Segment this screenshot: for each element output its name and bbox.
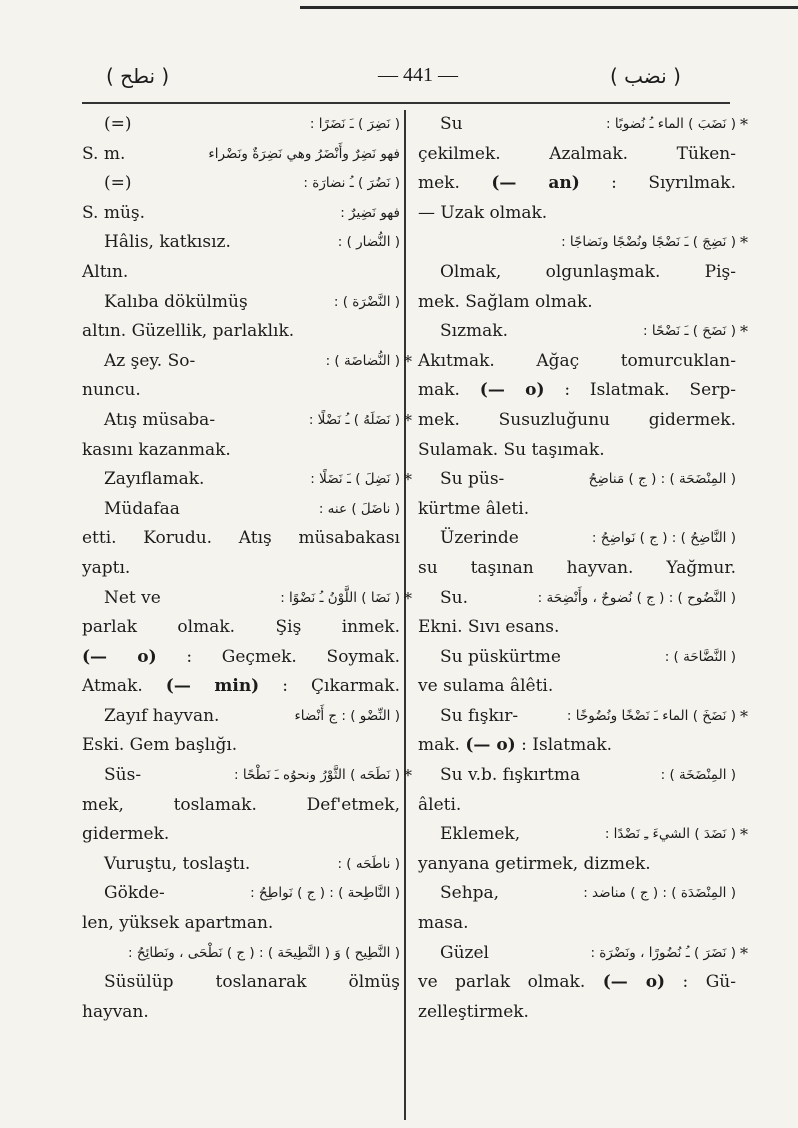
arabic-headword: ( النَّضْرَة ) : <box>333 293 400 310</box>
entry-line <box>82 791 400 821</box>
turkish-definition: Hâlis, katkısız. <box>104 232 231 253</box>
turkish-definition: Su fışkır- <box>440 705 519 726</box>
turkish-definition: Süs- <box>104 765 142 786</box>
entry-line <box>418 436 736 466</box>
entry-line <box>82 524 400 554</box>
entry-line <box>418 613 736 643</box>
entry-line <box>82 436 400 466</box>
turkish-definition: Altın. <box>82 261 129 282</box>
arabic-headword: فهو نَضِرٌ وأَنْضَرُ وهي نَضِرَةٌ ونَضْراء <box>208 145 400 162</box>
entry-line <box>82 820 400 850</box>
entry-line <box>82 110 400 140</box>
entry-line <box>418 731 736 761</box>
entry-line <box>82 939 400 969</box>
entry-line <box>82 584 412 614</box>
turkish-definition: çekilmek. Azalmak. Tüken- <box>418 143 736 164</box>
turkish-definition: Kalıba dökülmüş <box>104 291 248 312</box>
entry-line <box>82 909 400 939</box>
entry-line <box>418 998 736 1028</box>
turkish-definition: (=) <box>104 173 132 194</box>
entry-line <box>82 702 400 732</box>
entry-line <box>418 879 736 909</box>
entry-line <box>82 879 400 909</box>
entry-line <box>418 554 736 584</box>
entry-line <box>418 850 736 880</box>
turkish-definition: ve parlak olmak. (— o) : Gü- <box>418 972 737 993</box>
arabic-headword: ( نَضَلَهُ ) ـُ نَضْلًا : <box>308 411 400 428</box>
turkish-definition: Üzerinde <box>440 528 519 549</box>
entry-line <box>82 761 412 791</box>
arabic-headword: ( نَضِلَ ) ـَ نَضَلًا : <box>310 471 400 488</box>
entry-line <box>418 288 736 318</box>
turkish-definition: mak. (— o) : Islatmak. <box>418 735 613 756</box>
header-rule <box>82 102 730 104</box>
turkish-definition: S. m. <box>82 143 126 164</box>
entry-line <box>418 968 736 998</box>
turkish-definition: su taşınan hayvan. Yağmur. <box>418 557 736 578</box>
header-left-guideword: ( نطح ) <box>106 64 170 88</box>
entry-star-marker: * <box>740 825 748 845</box>
entry-line <box>418 495 736 525</box>
entry-line <box>82 643 400 673</box>
arabic-headword: ( نَضِرَ ) ـَ نَضَرًا : <box>309 116 400 132</box>
entry-line <box>82 199 400 229</box>
arabic-headword: ( نَضَبَ ) الماء ـُ نُضوبًا : <box>606 116 736 132</box>
arabic-headword: ( نَضَخَ ) الماء ـَ نَضْخًا ونُضُوخًا : <box>566 707 736 724</box>
entry-line <box>418 347 736 377</box>
entry-line <box>418 317 748 347</box>
turkish-definition: Eklemek, <box>440 824 521 845</box>
arabic-headword: ( النِّضْو ) : ج أَنْضاء <box>294 707 400 724</box>
arabic-headword: ( النَّضَّاحَة ) : <box>664 648 736 665</box>
page-number: — 441 — <box>378 64 458 86</box>
entry-line <box>418 199 736 229</box>
turkish-definition: Müdafaa <box>104 498 180 519</box>
entry-star-marker: * <box>740 943 748 963</box>
turkish-definition: len, yüksek apartman. <box>82 913 274 934</box>
turkish-definition: yanyana getirmek, dizmek. <box>418 853 651 874</box>
entry-line <box>418 643 736 673</box>
entry-line <box>418 376 736 406</box>
entry-line <box>82 288 400 318</box>
turkish-definition: etti. Korudu. Atış müsabakası <box>82 528 400 549</box>
entry-line <box>418 169 736 199</box>
entry-line <box>82 672 400 702</box>
turkish-definition: Su v.b. fışkırtma <box>440 765 581 786</box>
entry-line <box>82 495 400 525</box>
entry-star-marker: * <box>740 706 748 726</box>
entry-line <box>418 228 748 258</box>
right-column <box>418 110 748 1027</box>
entry-line <box>82 613 400 643</box>
entry-star-marker: * <box>740 115 748 134</box>
turkish-definition: Olmak, olgunlaşmak. Piş- <box>440 261 736 282</box>
turkish-definition: Atış müsaba- <box>104 409 216 430</box>
entry-line <box>418 939 748 969</box>
entry-line <box>82 169 400 199</box>
turkish-definition: Net ve <box>104 587 161 608</box>
entry-star-marker: * <box>740 233 748 253</box>
entry-line <box>82 406 412 436</box>
entry-line <box>418 909 736 939</box>
turkish-definition: mek. Sağlam olmak. <box>418 291 593 312</box>
entry-line <box>418 672 736 702</box>
arabic-headword: ( النَّاطِحة ) : ( ج ) نَواطِحُ : <box>250 885 400 902</box>
turkish-definition: Akıtmak. Ağaç tomurcuklan- <box>418 350 736 371</box>
entry-line <box>82 465 412 495</box>
turkish-definition: masa. <box>418 913 469 934</box>
turkish-definition: Atmak. (— min) : Çıkarmak. <box>82 676 400 697</box>
entry-line <box>82 228 400 258</box>
turkish-definition: mek. Susuzluğunu gidermek. <box>418 409 736 430</box>
turkish-definition: mek. (— an) : Sıyrılmak. <box>418 173 736 194</box>
turkish-definition: gidermek. <box>82 824 170 845</box>
turkish-definition: Sızmak. <box>440 321 508 342</box>
scan-edge-rule <box>300 6 798 9</box>
entry-line <box>418 406 736 436</box>
entry-line <box>82 731 400 761</box>
arabic-headword: فهو نَضِيرٌ : <box>340 204 400 221</box>
entry-line <box>82 140 400 170</box>
arabic-headword: ( نَضُرَ ) ـُ نضارَة : <box>303 175 400 192</box>
entry-star-marker: * <box>404 410 412 430</box>
entry-line <box>82 850 400 880</box>
entry-line <box>82 347 412 377</box>
turkish-definition: altın. Güzellik, parlaklık. <box>82 321 295 342</box>
entry-line <box>418 702 748 732</box>
arabic-headword: ( نَضِجَ ) ـَ نَضْجًا ونُضْجًا ونَضاجًا : <box>561 234 736 251</box>
turkish-definition: Su püs- <box>440 469 505 490</box>
turkish-definition: kürtme âleti. <box>418 498 530 519</box>
turkish-definition: Vuruştu, toslaştı. <box>104 853 251 874</box>
turkish-definition: Süsülüp toslanarak ölmüş <box>104 972 400 993</box>
turkish-definition: Zayıf hayvan. <box>104 705 220 726</box>
turkish-definition: parlak olmak. Şiş inmek. <box>82 617 400 638</box>
entry-line <box>82 258 400 288</box>
turkish-definition: — Uzak olmak. <box>418 202 548 223</box>
arabic-headword: ( نَطَحَه ) الثَّوْرُ ونحوُه ـَ نَطْحًا : <box>234 767 400 784</box>
turkish-definition: mak. (— o) : Islatmak. Serp- <box>418 380 736 401</box>
turkish-definition: Eski. Gem başlığı. <box>82 735 238 756</box>
arabic-headword: ( ناضَلَ ) عنه : <box>318 500 400 517</box>
turkish-definition: Sehpa, <box>440 883 500 904</box>
turkish-definition: hayvan. <box>82 1001 149 1022</box>
turkish-definition: Su püskürtme <box>440 646 561 667</box>
arabic-headword: ( ناطَحَه ) : <box>337 855 400 872</box>
turkish-definition: âleti. <box>418 794 462 815</box>
arabic-headword: ( النَّاضِحُ ) : ( ج ) نَواضِحُ : <box>591 530 736 547</box>
entry-star-marker: * <box>404 766 412 786</box>
entry-line <box>418 791 736 821</box>
entry-line <box>418 258 736 288</box>
turkish-definition: mek, toslamak. Def'etmek, <box>82 794 400 815</box>
turkish-definition: (— o) : Geçmek. Soymak. <box>82 646 400 667</box>
arabic-headword: ( نَضَا ) اللَّوْنُ ـُ نَضْوًا : <box>280 589 400 606</box>
turkish-definition: nuncu. <box>82 380 141 401</box>
entry-line <box>82 376 400 406</box>
turkish-definition: Su. <box>440 587 468 608</box>
entry-line <box>418 110 748 140</box>
turkish-definition: Gökde- <box>104 883 165 904</box>
turkish-definition: Az şey. So- <box>104 350 196 371</box>
arabic-headword: ( النُّضار ) : <box>337 234 400 251</box>
entry-line <box>418 761 736 791</box>
column-separator <box>404 110 406 1120</box>
turkish-definition: Zayıflamak. <box>104 469 205 490</box>
turkish-definition: S. müş. <box>82 202 146 223</box>
turkish-definition: yaptı. <box>82 557 131 578</box>
arabic-headword: ( المِنْضَخَة ) : <box>660 767 736 784</box>
entry-star-marker: * <box>740 322 748 342</box>
entry-line <box>82 998 400 1028</box>
entry-star-marker: * <box>404 351 412 371</box>
entry-line <box>418 140 736 170</box>
entry-line <box>418 584 736 614</box>
entry-star-marker: * <box>404 588 412 608</box>
entry-line <box>418 820 748 850</box>
arabic-headword: ( النُّضاضَة ) : <box>325 352 400 369</box>
arabic-headword: ( نَضَحَ ) ـَ نَضْحًا : <box>643 323 736 340</box>
arabic-headword: ( النَّضُوح ) : ( ج ) نُضوحٌ ، وأَنْضِحَة : <box>537 589 736 606</box>
turkish-definition: Su <box>440 114 463 134</box>
entry-line <box>418 524 736 554</box>
entry-line <box>418 465 736 495</box>
entry-line <box>82 317 400 347</box>
turkish-definition: Sulamak. Su taşımak. <box>418 439 605 460</box>
turkish-definition: ve sulama âlêti. <box>418 676 554 697</box>
arabic-headword: ( المِنْضَحَة ) : ( ج ) مَناضِحُ <box>588 471 736 488</box>
entry-star-marker: * <box>404 470 412 490</box>
entry-line <box>82 554 400 584</box>
entry-line <box>82 968 400 998</box>
arabic-headword: ( نَضَدَ ) الشيءَ ـِ نَضْدًا : <box>604 826 736 843</box>
turkish-definition: (=) <box>104 114 132 134</box>
turkish-definition: Ekni. Sıvı esans. <box>418 617 560 638</box>
arabic-headword: ( المِنْضَدَة ) : ( ج ) مناضد : <box>583 885 736 902</box>
turkish-definition: Güzel <box>440 942 489 963</box>
turkish-definition: kasını kazanmak. <box>82 439 231 460</box>
arabic-headword: ( النَّطِيح ) وَ ( النَّطِيحَة ) : ( ج ) نَطْحَى ، ونَطائِحُ : <box>128 944 400 961</box>
header-right-guideword: ( نضب ) <box>610 64 681 88</box>
turkish-definition: zelleştirmek. <box>418 1001 529 1022</box>
left-column <box>82 110 412 1027</box>
arabic-headword: ( نَضَرَ ) ـُ نُضُورًا ، ونَضْرَة : <box>590 944 736 961</box>
